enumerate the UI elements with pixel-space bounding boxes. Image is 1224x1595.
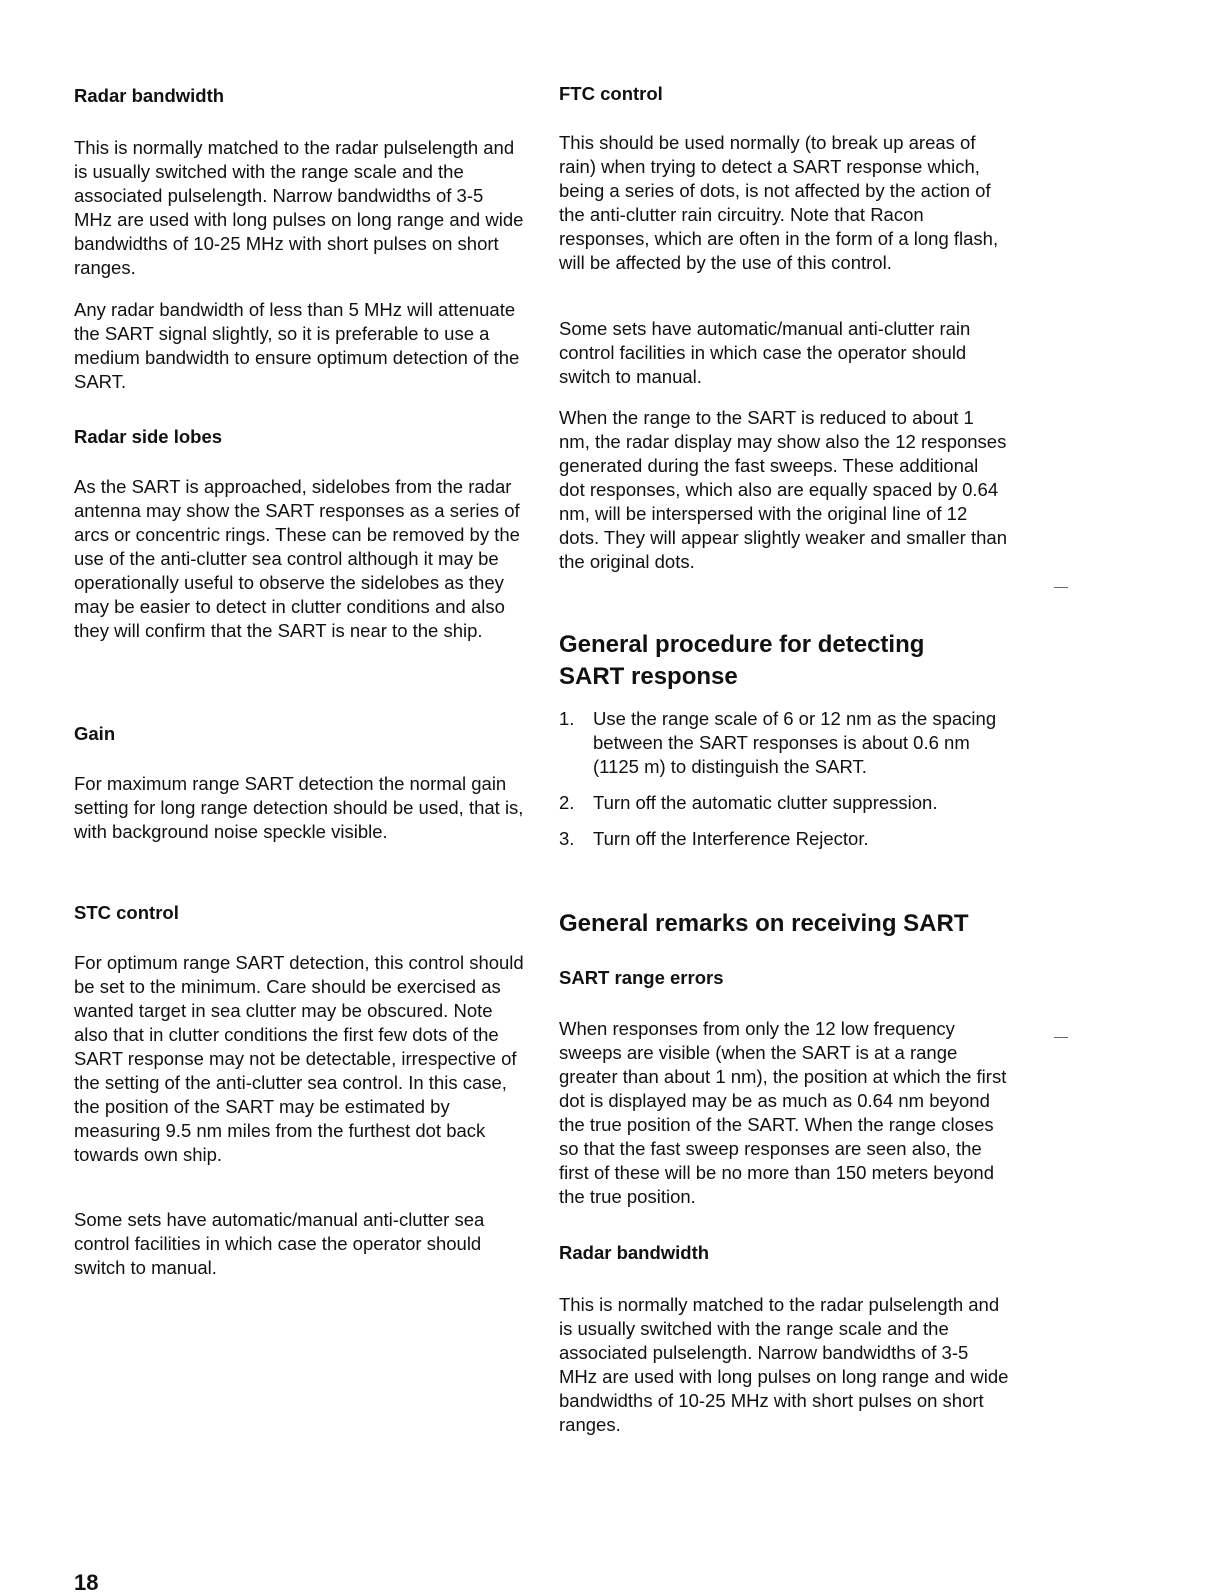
ftc-paragraph-2: Some sets have automatic/manual anti-clutter rain control facilities in which case the operator should switch to manual. [559, 318, 971, 387]
radar-bandwidth-heading: Radar bandwidth [74, 85, 225, 106]
list-item: 1. Use the range scale of 6 or 12 nm as the spacing between the SART responses is about 0.6 nm (1125 m) to distinguish the SART. [559, 708, 997, 777]
side-lobes-paragraph: As the SART is approached, sidelobes from the radar antenna may show the SART responses as a series of arcs or concentric rings. These can be removed by the use of the anti-clutter sea control although it may be operationally useful to observe the sidelobes as they may be easier to detect in clutter conditions and also they will confirm that the SART is near to the ship. [74, 476, 520, 641]
gain-heading: Gain [74, 723, 116, 744]
procedure-list [559, 707, 1009, 851]
range-errors-heading: SART range errors [559, 967, 724, 988]
stc-paragraph-2: Some sets have automatic/manual anti-clutter sea control facilities in which case the operator should switch to manual. [74, 1209, 485, 1278]
list-item: 2. Turn off the automatic clutter suppression. [559, 792, 938, 813]
range-errors-paragraph: When responses from only the 12 low frequency sweeps are visible (when the SART is at a range greater than about 1 nm), the position at which the first dot is displayed may be as much as 0.64 nm beyond the true position of the SART. When the range closes so that the fast sweep responses are seen also, the first of these will be no more than 150 meters beyond the true position. [559, 1018, 1007, 1207]
stc-heading: STC control [74, 902, 179, 923]
procedure-heading: General procedure for detecting SART response [559, 631, 925, 690]
ftc-paragraph-1: This should be used normally (to break up areas of rain) when trying to detect a SART response which, being a series of dots, is not affected by the action of the anti-clutter rain circuitry. Note that Racon responses, which are often in the form of a long flash, will be affected by the use of this control. [559, 132, 999, 273]
remarks-heading: General remarks on receiving SART [559, 910, 969, 937]
ftc-heading: FTC control [559, 83, 663, 104]
gain-paragraph: For maximum range SART detection the normal gain setting for long range detection should be used, that is, with background noise speckle visible. [74, 773, 524, 842]
radar-bandwidth-paragraph-1: This is normally matched to the radar pulselength and is usually switched with the range scale and the associated pulselength. Narrow bandwidths of 3-5 MHz are used with long pulses on long range and wide bandwidths of 10-25 MHz with short pulses on short ranges. [74, 137, 524, 278]
radar-bandwidth-paragraph-2: Any radar bandwidth of less than 5 MHz will attenuate the SART signal slightly, so it is preferable to use a medium bandwidth to ensure optimum detection of the SART. [74, 299, 520, 392]
scan-mark [1054, 1037, 1068, 1038]
radar-bandwidth-paragraph-3: This is normally matched to the radar pulselength and is usually switched with the range scale and the associated pulselength. Narrow bandwidths of 3-5 MHz are used with long pulses on long range and wide bandwidths of 10-25 MHz with short pulses on short ranges. [559, 1294, 1009, 1435]
side-lobes-heading: Radar side lobes [74, 426, 223, 447]
scan-mark [1054, 587, 1068, 588]
page-number: 18 [74, 1570, 99, 1595]
stc-paragraph-1: For optimum range SART detection, this control should be set to the minimum. Care should be exercised as wanted target in sea clutter may be obscured. Note also that in clutter conditions the first few dots of the SART response may not be detectable, irrespective of the setting of the anti-clutter sea control. In this case, the position of the SART may be estimated by measuring 9.5 nm miles from the furthest dot back towards own ship. [74, 952, 524, 1165]
ftc-paragraph-3: When the range to the SART is reduced to about 1 nm, the radar display may show also the 12 responses generated during the fast sweeps. These additional dot responses, which also are equally spaced by 0.64 nm, will be interspersed with the original line of 12 dots. They will appear slightly weaker and smaller than the original dots. [559, 407, 1007, 572]
radar-bandwidth-heading-2: Radar bandwidth [559, 1242, 710, 1263]
list-item: 3. Turn off the Interference Rejector. [559, 828, 869, 849]
